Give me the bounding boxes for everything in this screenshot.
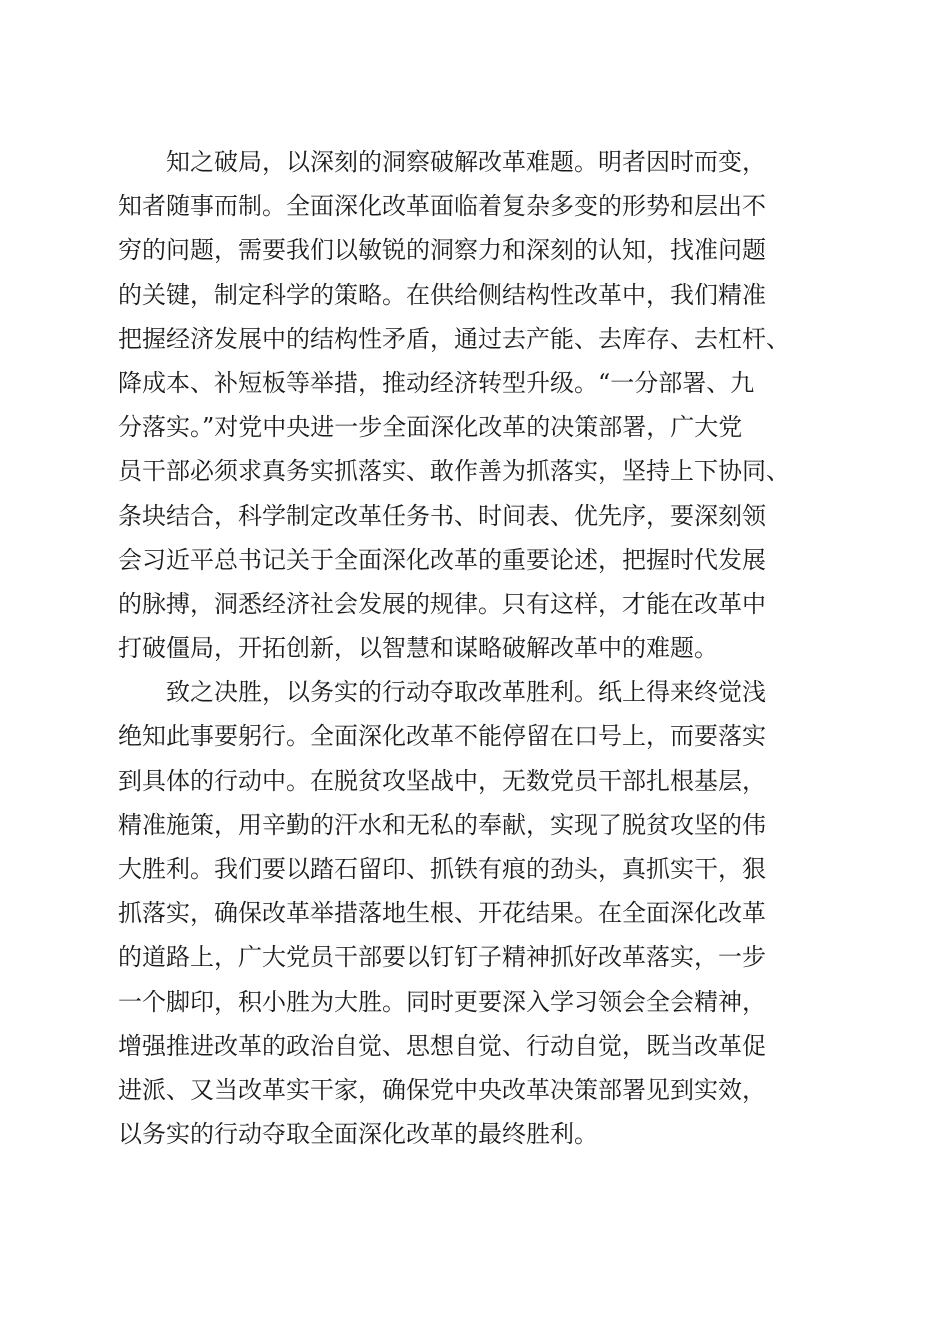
text-line: 员干部必须求真务实抓落实、敢作善为抓落实，坚持上下协同、: [118, 457, 790, 486]
text-line: 到具体的行动中。在脱贫攻坚战中，无数党员干部扎根基层，: [118, 766, 766, 795]
text-line: 精准施策，用辛勤的汗水和无私的奉献，实现了脱贫攻坚的伟: [118, 810, 766, 839]
text-line: 降成本、补短板等举措，推动经济转型升级。“一分部署、九: [118, 368, 755, 397]
paragraph-2: [118, 670, 840, 1156]
text-line: 分落实。”对党中央进一步全面深化改革的决策部署，广大党: [118, 413, 743, 442]
body-text: [118, 140, 840, 1156]
text-line: 增强推进改革的政治自觉、思想自觉、行动自觉，既当改革促: [118, 1031, 766, 1060]
text-line: 以务实的行动夺取全面深化改革的最终胜利。: [118, 1120, 598, 1149]
text-line: 致之决胜，以务实的行动夺取改革胜利。纸上得来终觉浅: [166, 678, 766, 707]
text-line: 抓落实，确保改革举措落地生根、开花结果。在全面深化改革: [118, 899, 766, 928]
text-line: 打破僵局，开拓创新，以智慧和谋略破解改革中的难题。: [118, 634, 718, 663]
text-line: 会习近平总书记关于全面深化改革的重要论述，把握时代发展: [118, 545, 766, 574]
text-line: 的关键，制定科学的策略。在供给侧结构性改革中，我们精准: [118, 280, 766, 309]
text-line: 的脉搏，洞悉经济社会发展的规律。只有这样，才能在改革中: [118, 589, 766, 618]
text-line: 把握经济发展中的结构性矛盾，通过去产能、去库存、去杠杆、: [118, 324, 790, 353]
text-line: 条块结合，科学制定改革任务书、时间表、优先序，要深刻领: [118, 501, 766, 530]
text-line: 一个脚印，积小胜为大胜。同时更要深入学习领会全会精神，: [118, 987, 766, 1016]
text-line: 大胜利。我们要以踏石留印、抓铁有痕的劲头，真抓实干，狠: [118, 855, 766, 883]
text-line: 的道路上，广大党员干部要以钉钉子精神抓好改革落实，一步: [118, 943, 766, 972]
text-line: 绝知此事要躬行。全面深化改革不能停留在口号上，而要落实: [118, 722, 766, 751]
text-line: 穷的问题，需要我们以敏锐的洞察力和深刻的认知，找准问题: [118, 236, 766, 265]
text-line: 知者随事而制。全面深化改革面临着复杂多变的形势和层出不: [118, 192, 766, 221]
text-line: 知之破局，以深刻的洞察破解改革难题。明者因时而变，: [166, 148, 766, 176]
paragraph-1: [118, 140, 840, 670]
text-line: 进派、又当改革实干家，确保党中央改革决策部署见到实效，: [118, 1075, 766, 1104]
